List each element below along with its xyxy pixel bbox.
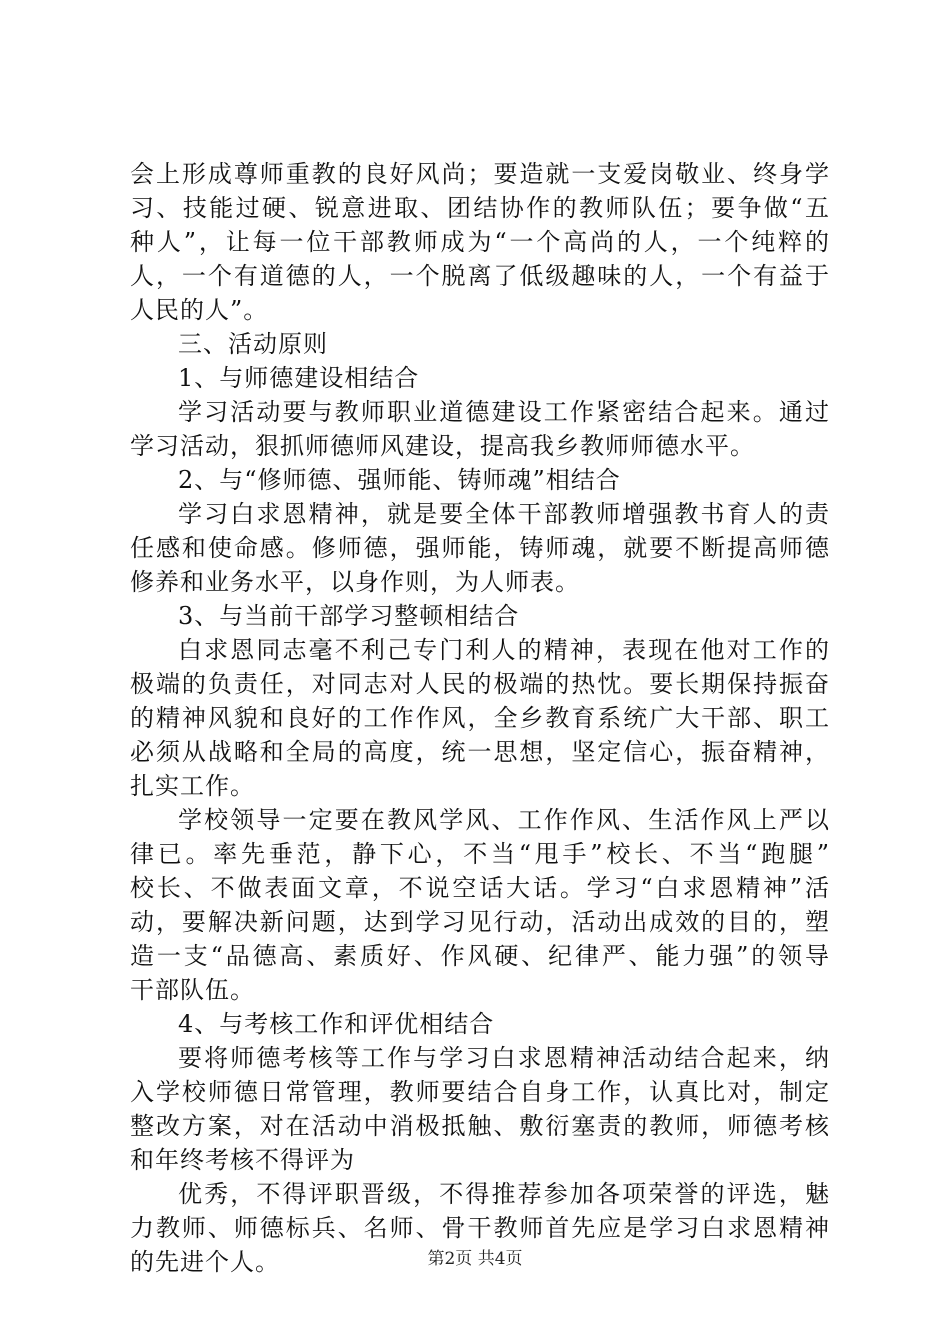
text-line: 力教师、师德标兵、名师、骨干教师首先应是学习白求恩精神 [130,1214,830,1242]
text-line: 会上形成尊师重教的良好风尚；要造就一支爱岗敬业、终身学 [130,160,830,188]
text-line: 修养和业务水平，以身作则，为人师表。 [130,568,580,596]
subsection-heading: 4、与考核工作和评优相结合 [178,1010,495,1038]
text-line: 学校领导一定要在教风学风、工作作风、生活作风上严以 [178,806,830,834]
document-body [130,157,830,1279]
text-line: 律已。率先垂范，静下心，不当“甩手”校长、不当“跑腿” [130,840,830,868]
text-line: 任感和使命感。修师德，强师能，铸师魂，就要不断提高师德 [130,534,830,562]
page-number-footer: 第2页 共4页 [427,1249,523,1269]
text-line: 极端的负责任，对同志对人民的极端的热忱。要长期保持振奋 [130,670,830,698]
subsection-heading: 1、与师德建设相结合 [178,364,420,392]
text-line: 动，要解决新问题，达到学习见行动，活动出成效的目的，塑 [130,908,830,936]
text-line: 种人”，让每一位干部教师成为“一个高尚的人，一个纯粹的 [130,228,830,256]
text-line: 校长、不做表面文章，不说空话大话。学习“白求恩精神”活 [130,874,830,902]
text-line: 入学校师德日常管理，教师要结合自身工作，认真比对，制定 [130,1078,830,1106]
text-line: 和年终考核不得评为 [130,1146,355,1174]
text-line: 造一支“品德高、素质好、作风硬、纪律严、能力强”的领导 [130,942,830,970]
text-line: 学习活动，狠抓师德师风建设，提高我乡教师师德水平。 [130,432,755,460]
text-line: 必须从战略和全局的高度，统一思想，坚定信心，振奋精神， [130,738,830,766]
text-line: 学习白求恩精神，就是要全体干部教师增强教书育人的责 [178,500,830,528]
subsection-heading: 2、与“修师德、强师能、铸师魂”相结合 [178,466,621,494]
subsection-heading: 3、与当前干部学习整顿相结合 [178,602,520,630]
text-line: 的精神风貌和良好的工作作风，全乡教育系统广大干部、职工 [130,704,830,732]
text-line: 扎实工作。 [130,772,255,800]
text-line: 白求恩同志毫不利己专门利人的精神，表现在他对工作的 [178,636,830,664]
text-line: 要将师德考核等工作与学习白求恩精神活动结合起来，纳 [178,1044,830,1072]
text-line: 习、技能过硬、锐意进取、团结协作的教师队伍；要争做“五 [130,194,830,222]
section-heading: 三、活动原则 [178,330,328,358]
text-line: 人，一个有道德的人，一个脱离了低级趣味的人，一个有益于 [130,262,830,290]
text-line: 学习活动要与教师职业道德建设工作紧密结合起来。通过 [178,398,830,426]
text-line: 整改方案，对在活动中消极抵触、敷衍塞责的教师，师德考核 [130,1112,830,1140]
text-line: 的先进个人。 [130,1248,280,1276]
text-line: 人民的人”。 [130,296,269,324]
text-line: 优秀，不得评职晋级，不得推荐参加各项荣誉的评选，魅 [178,1180,830,1208]
text-line: 干部队伍。 [130,976,255,1004]
